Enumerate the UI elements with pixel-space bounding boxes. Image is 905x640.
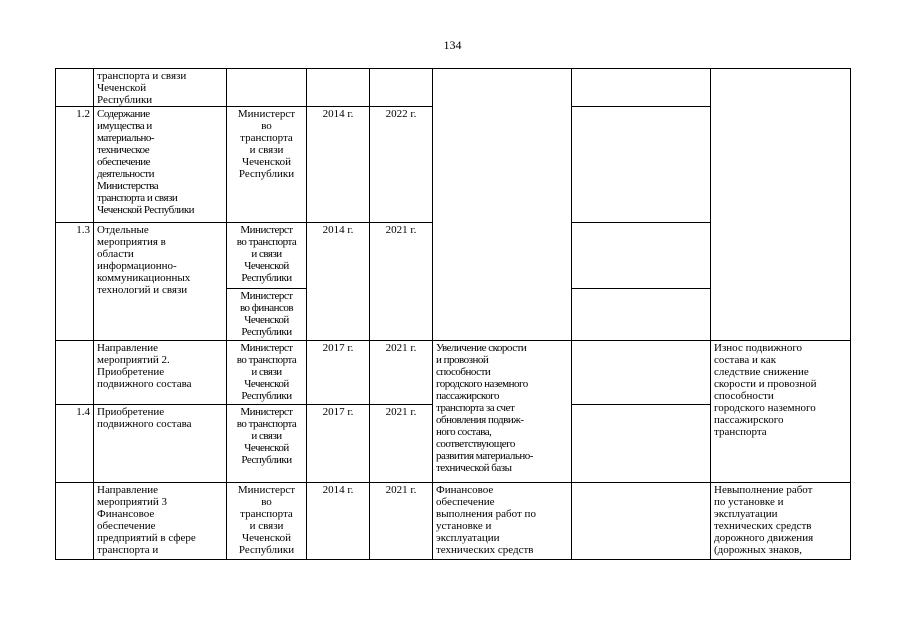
row-a-num-cell <box>56 69 94 107</box>
row-1-4-name: Приобретение подвижного состава <box>94 405 227 483</box>
row-1-2-indicator-cell <box>572 107 711 223</box>
row-1-3-end: 2021 г. <box>370 223 433 341</box>
row-1-4-start: 2017 г. <box>307 405 370 483</box>
row-1-2-num: 1.2 <box>56 107 94 223</box>
row-1-2-name: Содержание имущества и материально- техническое обеспечение деятельности Министерства транспорта и связи Чеченской Республики <box>94 107 227 223</box>
row-a-executor-cell <box>227 69 307 107</box>
row-1-4-executor: Министерст во транспорта и связи Чеченской Республики <box>227 405 307 483</box>
group-1-risk-cell <box>711 69 851 341</box>
row-a-start-cell <box>307 69 370 107</box>
row-dir-3-start: 2014 г. <box>307 483 370 560</box>
row-dir-3-name: Направление мероприятий 3 Финансовое обеспечение предприятий в сфере транспорта и <box>94 483 227 560</box>
row-1-3-num: 1.3 <box>56 223 94 341</box>
row-dir-3-risk: Невыполнение работ по установке и эксплуатации технических средств дорожного движения (дорожных знаков, <box>711 483 851 560</box>
row-1-3-start: 2014 г. <box>307 223 370 341</box>
row-1-2-end: 2022 г. <box>370 107 433 223</box>
group-2-risk: Износ подвижного состава и как следствие снижение скорости и провозной способности городского наземного пассажирского транспорта <box>711 341 851 483</box>
row-dir-3-indicator-cell <box>572 483 711 560</box>
row-dir-3-executor: Министерст во транспорта и связи Чеченской Республики <box>227 483 307 560</box>
row-1-4-indicator-cell <box>572 405 711 483</box>
row-dir-2-indicator-cell <box>572 341 711 405</box>
row-a-indicator-cell <box>572 69 711 107</box>
group-1-result-cell <box>433 69 572 341</box>
row-dir-2-start: 2017 г. <box>307 341 370 405</box>
row-dir-3-end: 2021 г. <box>370 483 433 560</box>
row-1-2-start: 2014 г. <box>307 107 370 223</box>
row-dir-2-end: 2021 г. <box>370 341 433 405</box>
page-number: 134 <box>443 38 462 52</box>
row-a-end-cell <box>370 69 433 107</box>
row-a-name: транспорта и связи Чеченской Республики <box>94 69 227 107</box>
row-dir-3-num-cell <box>56 483 94 560</box>
row-dir-3-result: Финансовое обеспечение выполнения работ по установке и эксплуатации технических средств <box>433 483 572 560</box>
row-1-3-name: Отдельные мероприятия в области информационно- коммуникационных технологий и связи <box>94 223 227 341</box>
row-dir-2-name: Направление мероприятий 2. Приобретение подвижного состава <box>94 341 227 405</box>
row-1-3-executor-transport: Министерст во транспорта и связи Чеченской Республики <box>227 223 307 289</box>
row-1-2-executor: Министерст во транспорта и связи Чеченской Республики <box>227 107 307 223</box>
row-1-3-indicator-cell-2 <box>572 289 711 341</box>
row-1-3-executor-finance: Министерст во финансов Чеченской Республики <box>227 289 307 341</box>
program-table <box>55 68 851 560</box>
row-1-4-end: 2021 г. <box>370 405 433 483</box>
row-dir-2-num-cell <box>56 341 94 405</box>
row-1-4-num: 1.4 <box>56 405 94 483</box>
group-2-result: Увеличение скорости и провозной способности городского наземного пассажирского транспорта за счет обновления подвиж- ного состава, соответствующего развития материально- технической базы <box>433 341 572 483</box>
row-dir-2-executor: Министерст во транспорта и связи Чеченской Республики <box>227 341 307 405</box>
row-1-3-indicator-cell-1 <box>572 223 711 289</box>
